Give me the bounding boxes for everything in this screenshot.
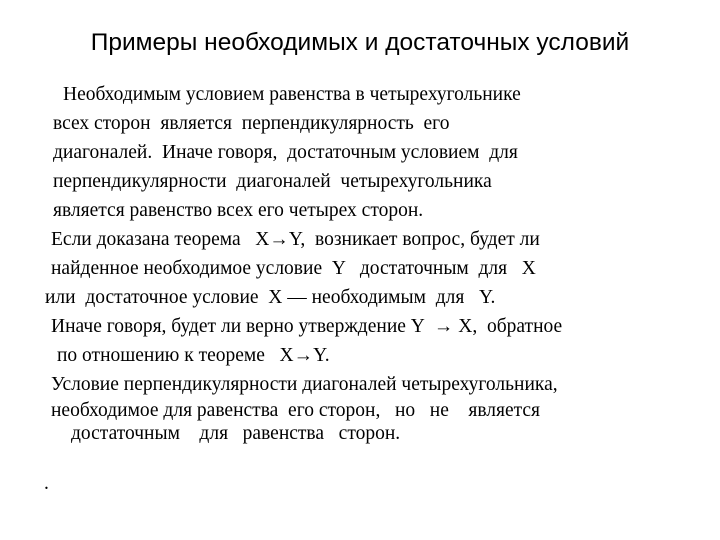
- slide-title: Примеры необходимых и достаточных условий: [90, 29, 630, 56]
- body-line-2: всех сторон является перпендикулярность его: [53, 113, 450, 134]
- body-line-4: перпендикулярности диагоналей четырехугольника: [53, 171, 492, 192]
- body-line-1: Необходимым условием равенства в четырехугольнике: [63, 84, 521, 105]
- body-line-3: диагоналей. Иначе говоря, достаточным условием для: [53, 142, 518, 163]
- body-line-10: по отношению к теореме X→Y.: [57, 345, 330, 366]
- body-line-12: необходимое для равенства его сторон, но не является: [51, 400, 541, 421]
- body-line-13: достаточным для равенства сторон.: [71, 423, 401, 444]
- body-line-11: Условие перпендикулярности диагоналей четырехугольника,: [51, 374, 558, 395]
- body-line-5: является равенство всех его четырех сторон.: [53, 200, 424, 221]
- trailing-dot: .: [44, 473, 49, 494]
- body-line-6: Если доказана теорема X→Y, возникает вопрос, будет ли: [51, 229, 540, 250]
- body-line-9: Иначе говоря, будет ли верно утверждение Y → X, обратное: [51, 316, 563, 337]
- body-line-7: найденное необходимое условие Y достаточным для X: [51, 258, 536, 279]
- body-line-8: или достаточное условие X — необходимым для Y.: [45, 287, 496, 308]
